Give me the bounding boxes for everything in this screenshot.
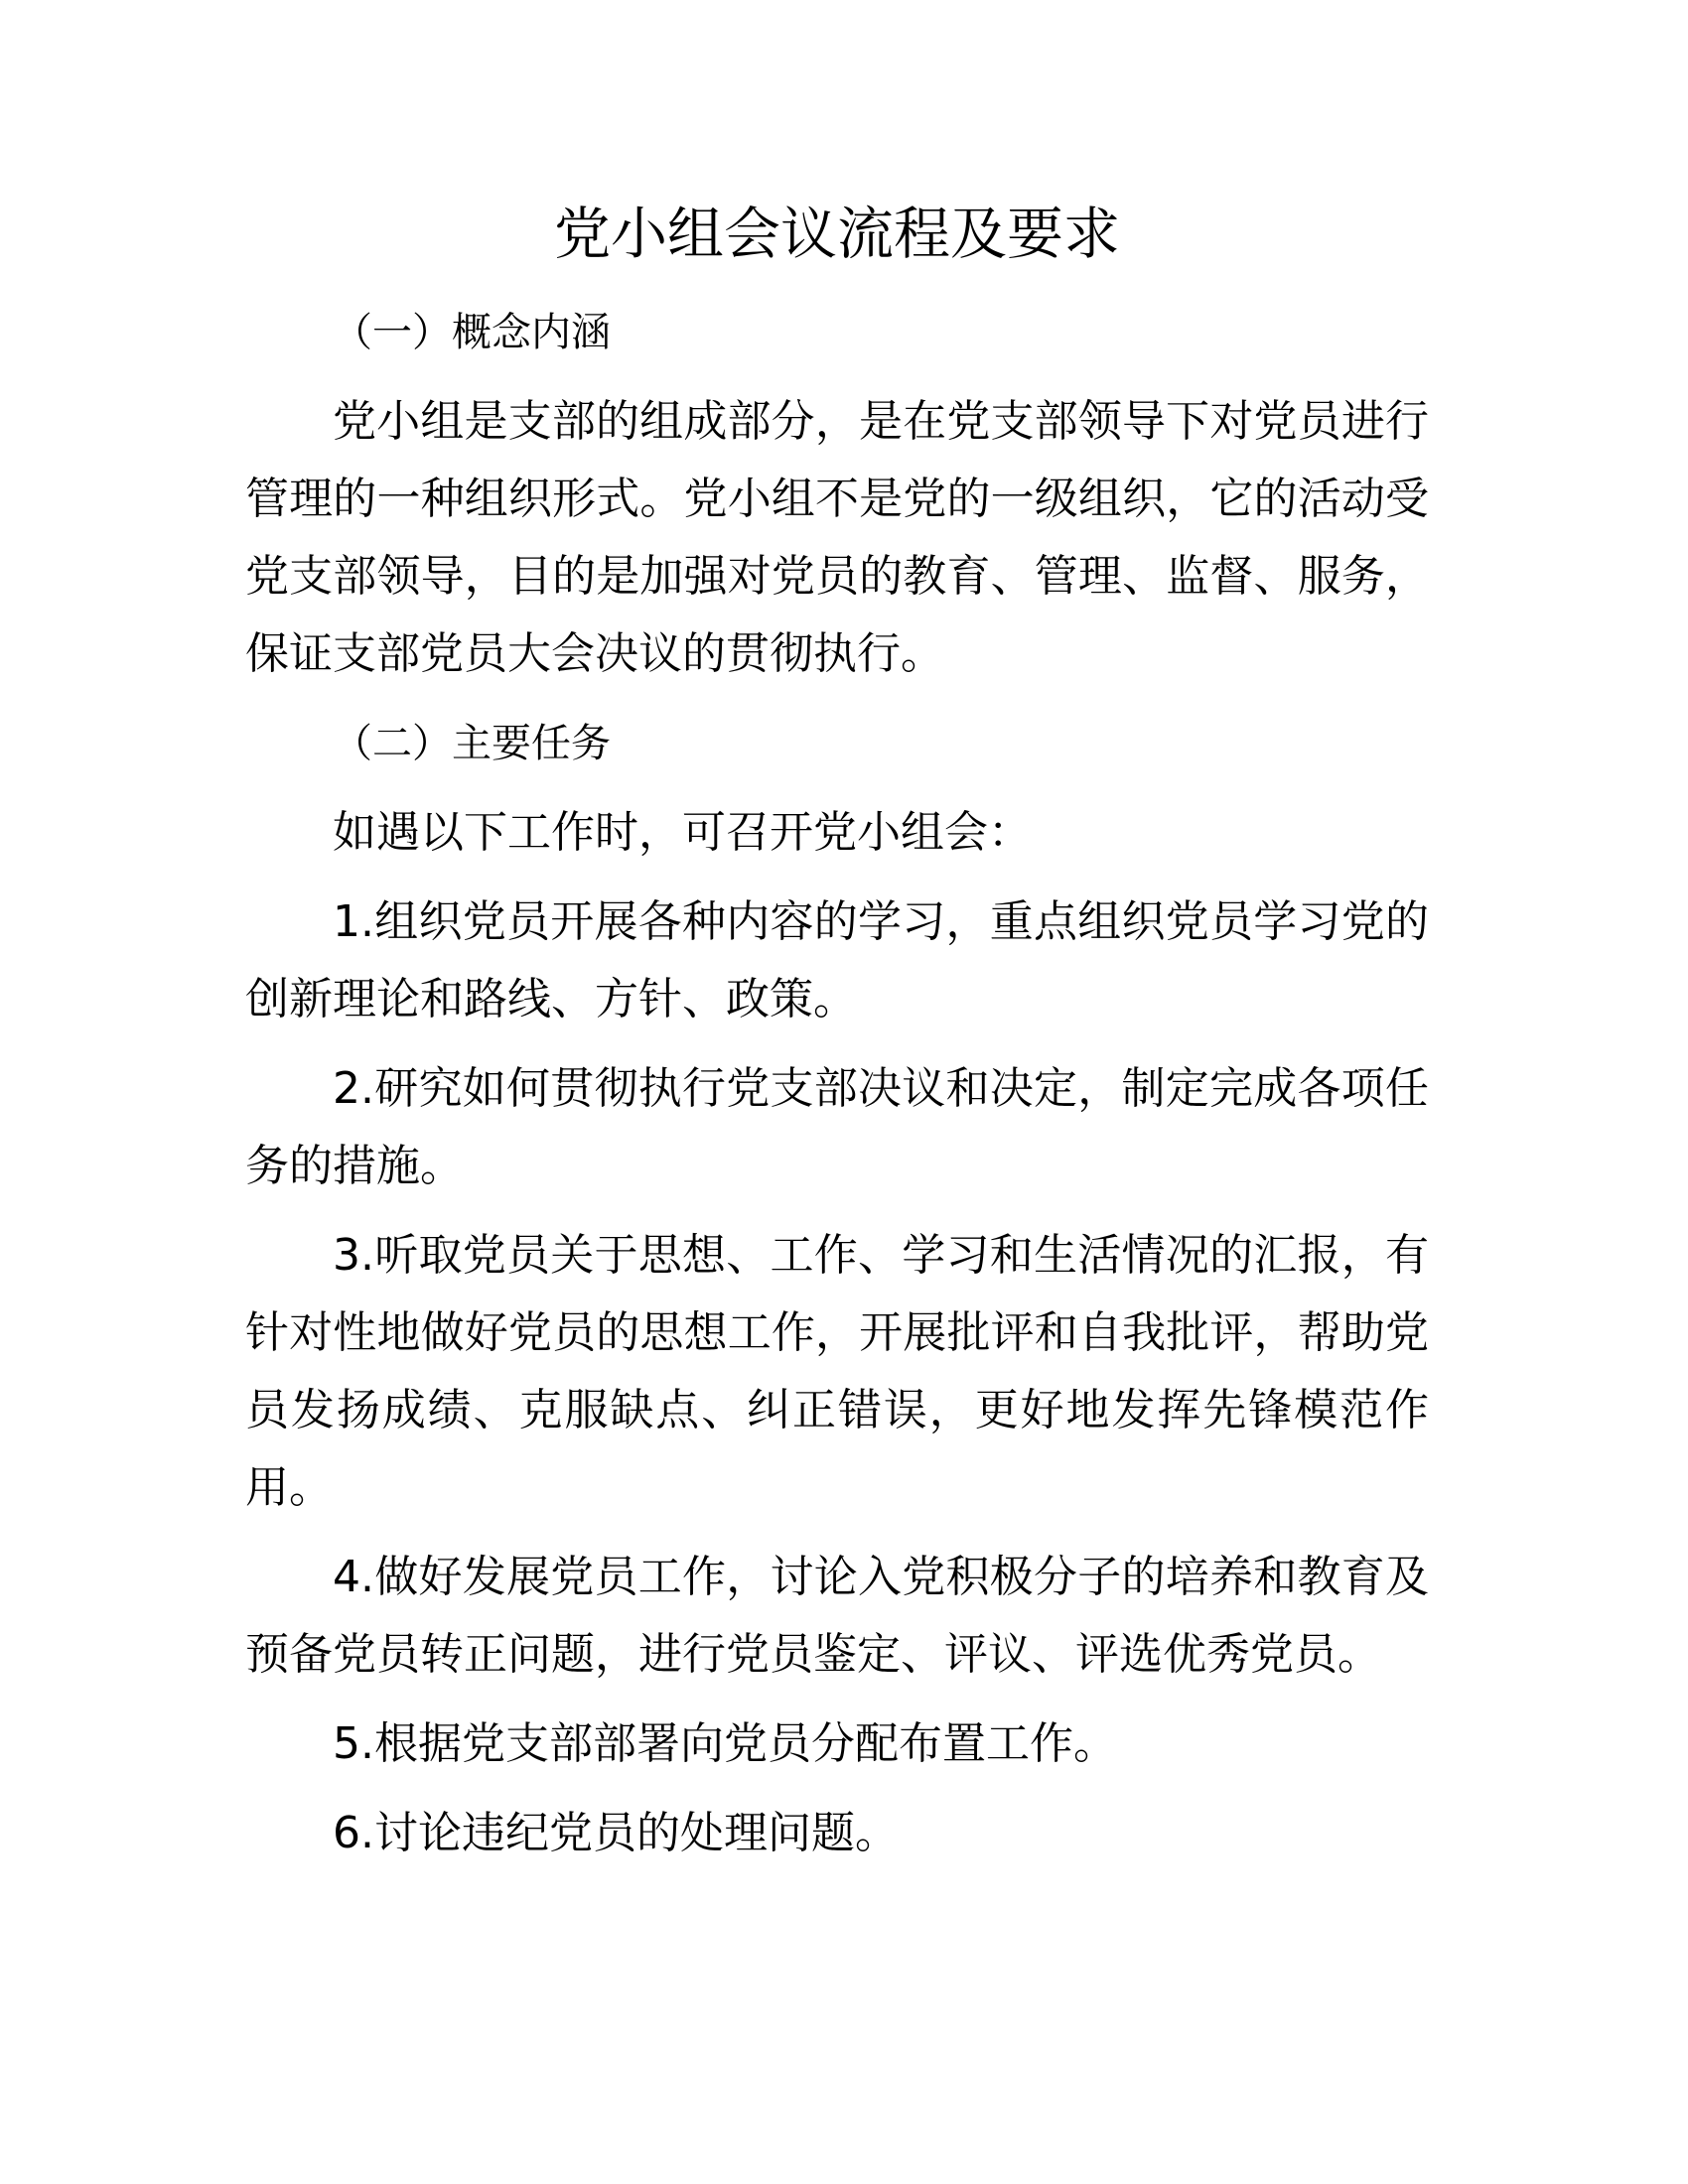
paragraph: 党小组是支部的组成部分，是在党支部领导下对党员进行管理的一种组织形式。党小组不是党的一级组织，它的活动受党支部领导，目的是加强对党员的教育、管理、监督、服务，保证支部党员大会决议的贯彻执行。 bbox=[245, 396, 1429, 679]
section-heading: （二）主要任务 bbox=[333, 721, 611, 766]
document-page bbox=[245, 195, 1429, 1884]
list-item: 4.做好发展党员工作，讨论入党积极分子的培养和教育及预备党员转正问题，进行党员鉴定、评议、评选优秀党员。 bbox=[245, 1552, 1429, 1680]
list-item: 3.听取党员关于思想、工作、学习和生活情况的汇报，有针对性地做好党员的思想工作，开展批评和自我批评，帮助党员发扬成绩、克服缺点、纠正错误，更好地发挥先锋模范作用。 bbox=[245, 1230, 1429, 1513]
list-item: 5.根据党支部部署向党员分配布置工作。 bbox=[333, 1718, 1117, 1769]
list-item: 1.组织党员开展各种内容的学习，重点组织党员学习党的创新理论和路线、方针、政策。 bbox=[245, 896, 1429, 1024]
list-item: 2.研究如何贯彻执行党支部决议和决定，制定完成各项任务的措施。 bbox=[245, 1063, 1429, 1191]
paragraph: 如遇以下工作时，可召开党小组会： bbox=[333, 807, 1032, 858]
list-item: 6.讨论违纪党员的处理问题。 bbox=[333, 1808, 899, 1858]
document-title: 党小组会议流程及要求 bbox=[554, 202, 1120, 267]
section-heading: （一）概念内涵 bbox=[333, 310, 611, 355]
